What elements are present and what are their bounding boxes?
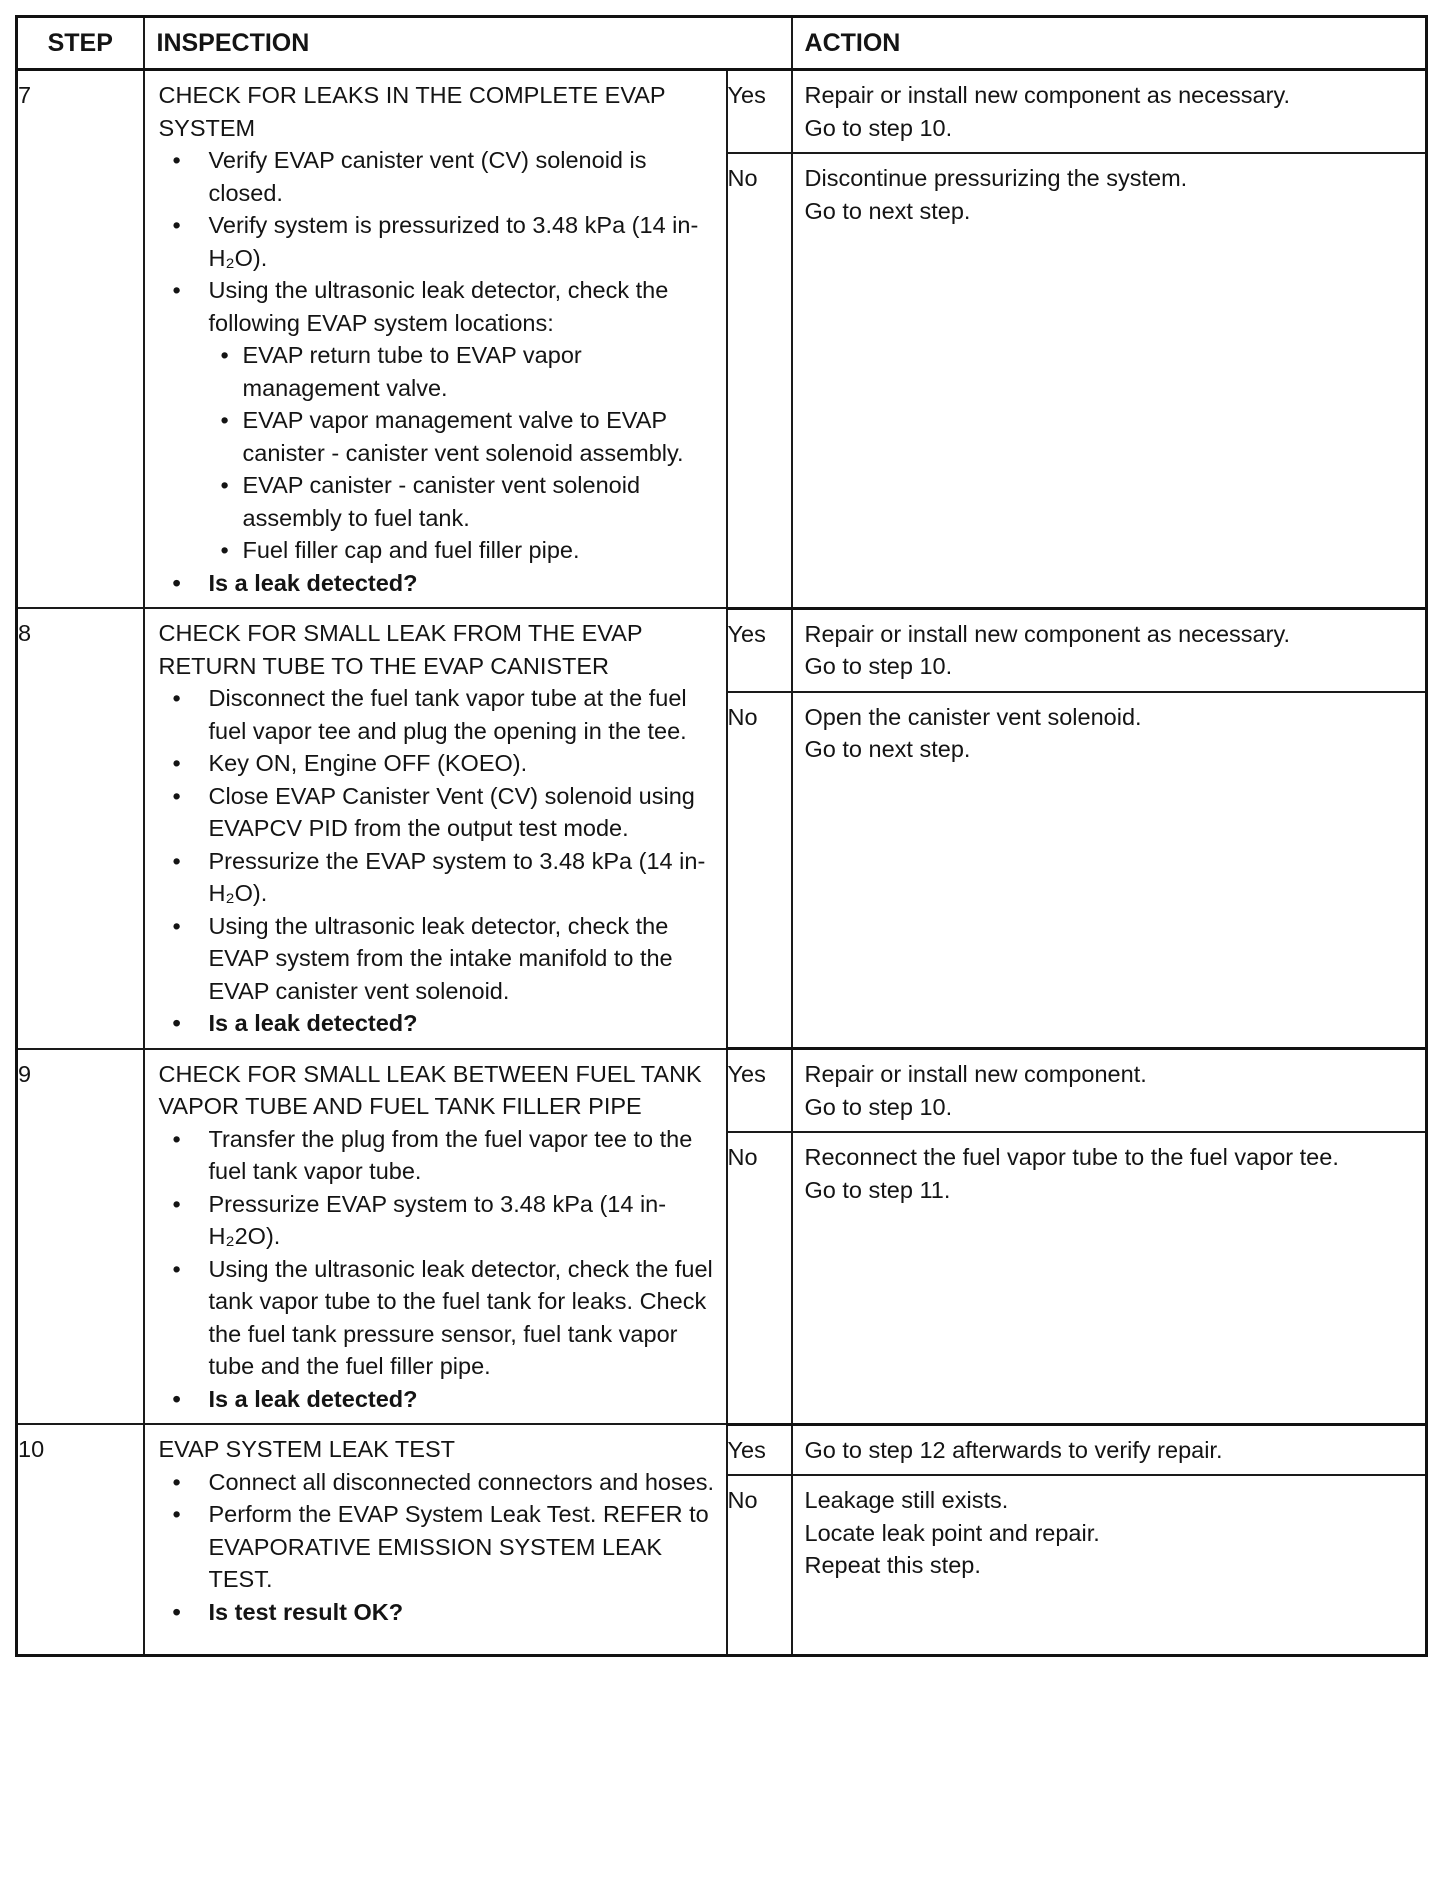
action-line: Leakage still exists. [804,1487,1009,1513]
no-label: No [727,1475,792,1656]
inspection-bullet: • Disconnect the fuel tank vapor tube at the fuel fuel vapor tee and plug the opening in the tee. [159,682,716,747]
action-line: Reconnect the fuel vapor tube to the fuel vapor tee. [804,1144,1339,1170]
step-9-inspection [144,1049,727,1425]
step-7-yes-row [17,70,1427,154]
step-7-inspection [144,70,727,609]
header-inspection: INSPECTION [144,17,792,70]
inspection-question: • Is a leak detected? [159,1383,716,1416]
step-8-yes-row [17,608,1427,692]
no-action [792,153,1427,608]
yes-action [792,1049,1427,1133]
yes-action [792,608,1427,692]
step-8-inspection [144,608,727,1049]
yes-label: Yes [727,608,792,692]
step-10-inspection [144,1424,727,1656]
yes-action [792,1424,1427,1475]
no-action [792,1132,1427,1424]
action-line: Locate leak point and repair. [804,1519,1100,1546]
inspection-sub-bullet: • Fuel filler cap and fuel filler pipe. [209,534,716,567]
action-line: Repair or install new component. [804,1061,1147,1087]
diagnostic-table [15,15,1428,1657]
step-number: 7 [17,70,144,609]
step-number: 8 [17,608,144,1049]
inspection-question: • Is test result OK? [159,1596,716,1629]
header-step: STEP [17,17,144,70]
action-line: Repair or install new component as necessary. [804,620,1290,647]
inspection-bullet: • Key ON, Engine OFF (KOEO). [159,747,716,780]
inspection-question: • Is a leak detected? [159,1007,716,1040]
action-line: Open the canister vent solenoid. [804,703,1142,730]
inspection-bullet: • Pressurize EVAP system to 3.48 kPa (14 in-H₂2O). [159,1188,716,1253]
inspection-bullet: • Using the ultrasonic leak detector, check the fuel tank vapor tube to the fuel tank for leaks. Check the fuel tank pressure sensor, fuel tank vapor tube and the fuel filler pipe. [159,1253,716,1383]
step-number: 10 [17,1424,144,1656]
inspection-title: CHECK FOR SMALL LEAK BETWEEN FUEL TANK VAPOR TUBE AND FUEL TANK FILLER PIPE [158,1060,702,1119]
inspection-bullet-text: Using the ultrasonic leak detector, check the following EVAP system locations: [208,277,669,336]
inspection-bullet: • Transfer the plug from the fuel vapor tee to the fuel tank vapor tube. [159,1123,716,1188]
inspection-bullet [159,274,716,567]
step-number: 9 [17,1049,144,1425]
action-line: Discontinue pressurizing the system. [804,165,1188,191]
no-label: No [727,1132,792,1424]
action-line: Repeat this step. [804,1552,981,1578]
diagnostic-table-page [15,15,1425,1657]
inspection-bullet: • Connect all disconnected connectors and hoses. [159,1466,716,1499]
header-action: ACTION [792,17,1427,70]
yes-label: Yes [727,70,792,154]
action-line: Repair or install new component as necessary. [804,82,1290,108]
inspection-bullet: • Perform the EVAP System Leak Test. REFER to EVAPORATIVE EMISSION SYSTEM LEAK TEST. [159,1498,716,1596]
inspection-bullet: • Using the ultrasonic leak detector, check the EVAP system from the intake manifold to the EVAP canister vent solenoid. [159,910,716,1008]
no-action [792,692,1427,1049]
inspection-bullet: • Verify system is pressurized to 3.48 kPa (14 in-H₂O). [159,209,716,274]
action-line: Go to step 10. [804,653,953,679]
inspection-bullet: • Verify EVAP canister vent (CV) solenoid is closed. [159,144,716,209]
inspection-bullet: • Pressurize the EVAP system to 3.48 kPa (14 in-H₂O). [159,845,716,910]
action-line: Go to next step. [804,736,971,762]
inspection-sub-bullet: • EVAP return tube to EVAP vapor management valve. [209,339,716,404]
no-action [792,1475,1427,1656]
action-line: Go to step 12 afterwards to verify repair. [804,1436,1223,1463]
inspection-sub-bullet: • EVAP vapor management valve to EVAP canister - canister vent solenoid assembly. [209,404,716,469]
inspection-bullet: • Close EVAP Canister Vent (CV) solenoid using EVAPCV PID from the output test mode. [159,780,716,845]
inspection-title: EVAP SYSTEM LEAK TEST [158,1436,455,1462]
inspection-title: CHECK FOR SMALL LEAK FROM THE EVAP RETURN TUBE TO THE EVAP CANISTER [158,620,643,679]
no-label: No [727,153,792,608]
yes-label: Yes [727,1424,792,1475]
inspection-title: CHECK FOR LEAKS IN THE COMPLETE EVAP SYSTEM [158,82,666,141]
step-9-yes-row [17,1049,1427,1133]
step-10-yes-row [17,1424,1427,1475]
inspection-sub-bullet: • EVAP canister - canister vent solenoid assembly to fuel tank. [209,469,716,534]
header-row [17,17,1427,70]
action-line: Go to step 10. [804,114,953,141]
action-line: Go to step 10. [804,1093,953,1120]
inspection-question: • Is a leak detected? [159,567,716,600]
action-line: Go to next step. [804,197,971,224]
yes-action [792,70,1427,154]
no-label: No [727,692,792,1049]
yes-label: Yes [727,1049,792,1133]
action-line: Go to step 11. [804,1176,951,1203]
